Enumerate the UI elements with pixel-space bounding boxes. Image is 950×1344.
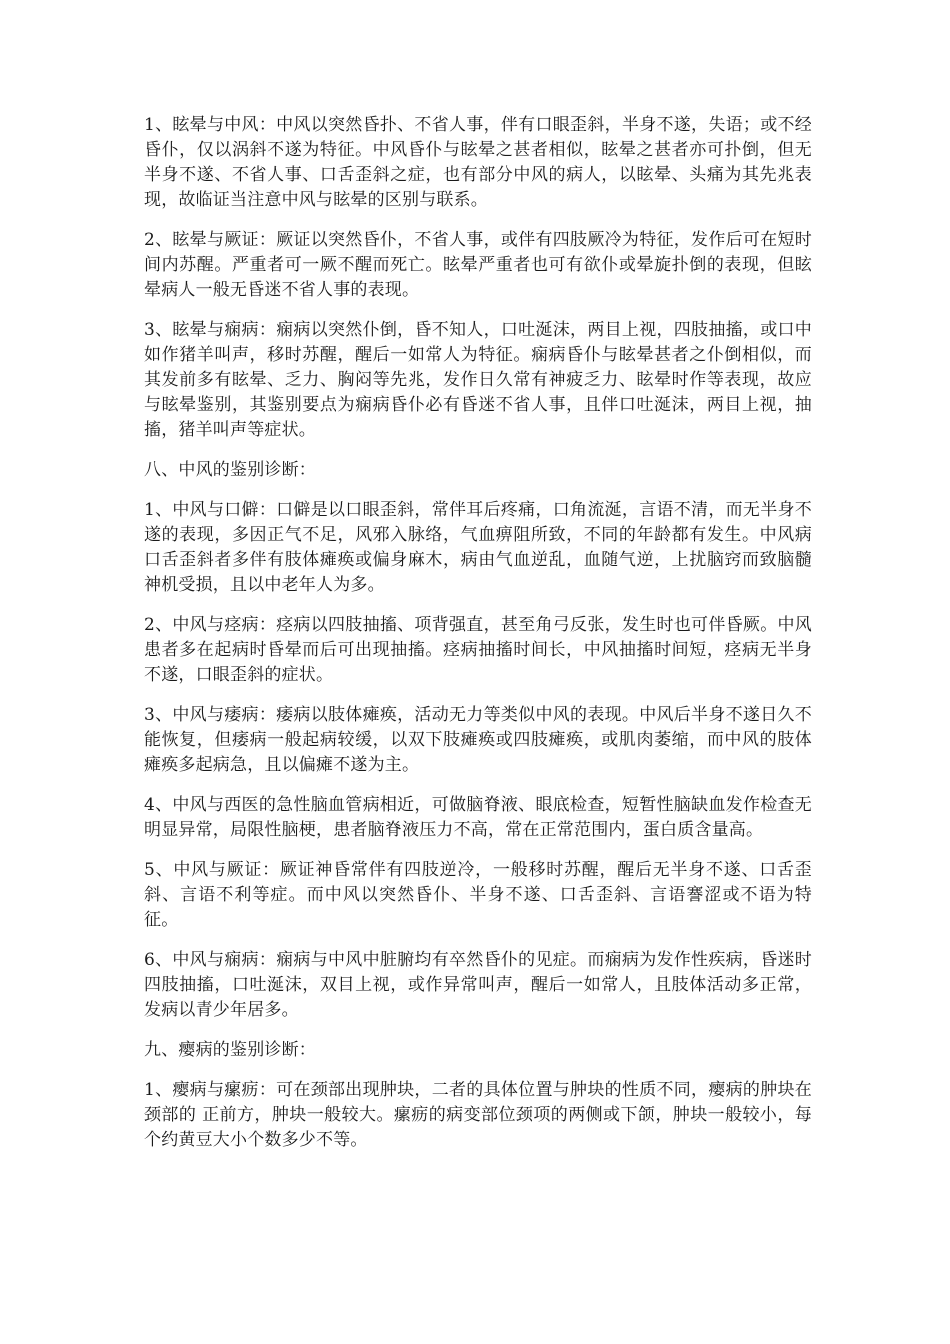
- paragraph-vertigo-syncope: 2、眩晕与厥证：厥证以突然昏仆，不省人事，或伴有四肢厥冷为特征，发作后可在短时间内苏醒。严重者可一厥不醒而死亡。眩晕严重者也可有欲仆或晕旋扑倒的表现，但眩晕病人一般无昏迷不省人事的表现。: [144, 230, 812, 300]
- section-heading-stroke: 八、中风的鉴别诊断：: [144, 460, 316, 480]
- paragraph-stroke-convulsion: 2、中风与痉病：痉病以四肢抽搐、项背强直，甚至角弓反张，发生时也可伴昏厥。中风患者多在起病时昏晕而后可出现抽搐。痉病抽搐时间长，中风抽搐时间短，痉病无半身不遂，口眼歪斜的症状。: [144, 615, 812, 685]
- paragraph-stroke-syncope: 5、中风与厥证：厥证神昏常伴有四肢逆冷，一般移时苏醒，醒后无半身不遂、口舌歪斜、言语不利等症。而中风以突然昏仆、半身不遂、口舌歪斜、言语謇涩或不语为特征。: [144, 860, 812, 930]
- paragraph-stroke-western-medicine: 4、中风与西医的急性脑血管病相近，可做脑脊液、眼底检查，短暂性脑缺血发作检查无明显异常，局限性脑梗，患者脑脊液压力不高，常在正常范围内，蛋白质含量高。: [144, 795, 812, 840]
- paragraph-stroke-epilepsy: 6、中风与痫病：痫病与中风中脏腑均有卒然昏仆的见症。而痫病为发作性疾病，昏迷时四肢抽搐，口吐涎沫，双目上视，或作异常叫声，醒后一如常人，且肢体活动多正常，发病以青少年居多。: [144, 950, 812, 1020]
- paragraph-stroke-facial-palsy: 1、中风与口僻：口僻是以口眼歪斜，常伴耳后疼痛，口角流涎，言语不清，而无半身不遂的表现，多因正气不足，风邪入脉络，气血痹阻所致，不同的年龄都有发生。中风病口舌歪斜者多伴有肢体瘫痪或偏身麻木，病由气血逆乱，血随气逆，上扰脑窍而致脑髓神机受损，且以中老年人为多。: [144, 500, 812, 595]
- document-body: [144, 113, 812, 1168]
- section-heading-goiter: 九、瘿病的鉴别诊断：: [144, 1040, 316, 1060]
- paragraph-vertigo-stroke: 1、眩晕与中风：中风以突然昏扑、不省人事，伴有口眼歪斜，半身不遂，失语；或不经昏仆，仅以涡斜不遂为特征。中风昏仆与眩晕之甚者相似，眩晕之甚者亦可扑倒，但无半身不遂、不省人事、口舌歪斜之症，也有部分中风的病人，以眩晕、头痛为其先兆表现，故临证当注意中风与眩晕的区别与联系。: [144, 115, 812, 210]
- paragraph-goiter-scrofula: 1、瘿病与瘰疬：可在颈部出现肿块，二者的具体位置与肿块的性质不同，瘿病的肿块在颈部的 正前方，肿块一般较大。瘰疬的病变部位颈项的两侧或下颌，肿块一般较小，每个约黄豆大小个数多少不等。: [144, 1080, 812, 1150]
- paragraph-stroke-flaccidity: 3、中风与痿病：痿病以肢体瘫痪，活动无力等类似中风的表现。中风后半身不遂日久不能恢复，但痿病一般起病较缓，以双下肢瘫痪或四肢瘫痪，或肌肉萎缩，而中风的肢体瘫痪多起病急，且以偏瘫不遂为主。: [144, 705, 812, 775]
- paragraph-vertigo-epilepsy: 3、眩晕与痫病：痫病以突然仆倒，昏不知人，口吐涎沫，两目上视，四肢抽搐，或口中如作猪羊叫声，移时苏醒，醒后一如常人为特征。痫病昏仆与眩晕甚者之仆倒相似，而其发前多有眩晕、乏力、胸闷等先兆，发作日久常有神疲乏力、眩晕时作等表现，故应与眩晕鉴别，其鉴别要点为痫病昏仆必有昏迷不省人事，且伴口吐涎沫，两目上视，抽搐，猪羊叫声等症状。: [144, 320, 812, 440]
